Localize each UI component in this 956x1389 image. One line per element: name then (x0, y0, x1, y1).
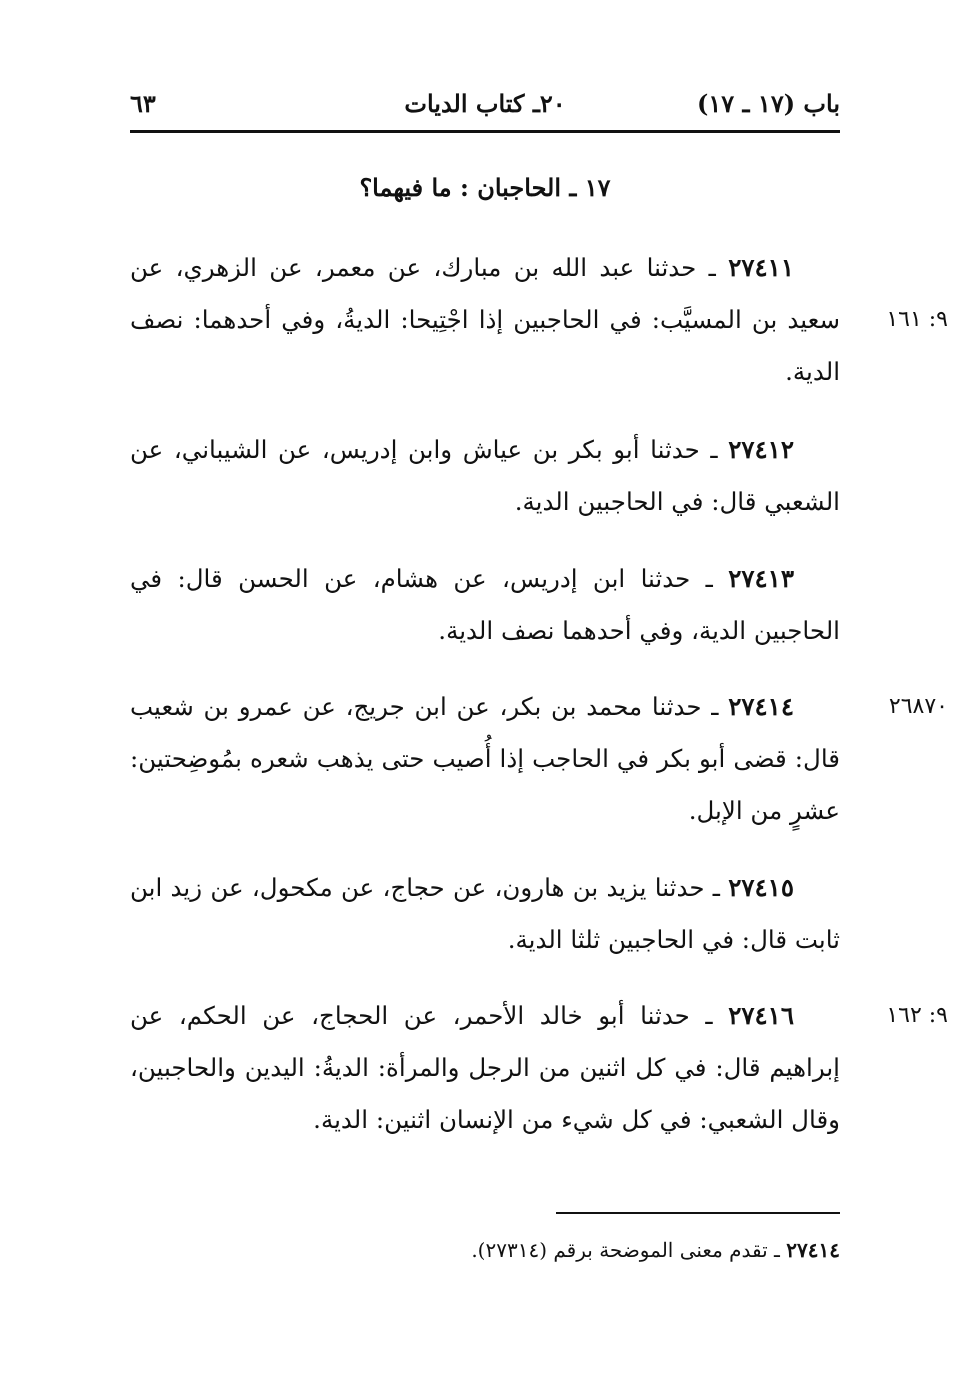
chapter-title: ١٧ ـ الحاجبان : ما فيهما؟ (359, 173, 611, 202)
hadith-number: ٢٧٤١٦ (728, 1001, 794, 1030)
page-number: ٦٣ (130, 89, 156, 118)
hadith-paragraph (130, 553, 840, 657)
footnote-text: ـ تقدم معنى الموضحة برقم (٢٧٣١٤). (471, 1238, 780, 1262)
margin-reference: ٩: ١٦١ (886, 307, 948, 332)
hadith-text: ـ حدثنا عبد الله بن مبارك، عن معمر، عن الزهري، عن سعيد بن المسيَّب: في الحاجبين إذا اجْتِيحا: الديةُ، وفي أحدهما: نصف الدية. (130, 253, 840, 386)
hadith-text: ـ حدثنا أبو خالد الأحمر، عن الحجاج، عن الحكم، عن إبراهيم قال: في كل اثنين من الرجل والمرأة: الديةُ: اليدين والحاجبين، وقال الشعبي: في كل شيء من الإنسان اثنين: الدية. (130, 1001, 840, 1134)
running-header (130, 84, 840, 124)
hadith-text: ـ حدثنا يزيد بن هارون، عن حجاج، عن مكحول، عن زيد ابن ثابت قال: في الحاجبين ثلثا الدية. (130, 873, 840, 954)
hadith-paragraph (130, 681, 840, 837)
hadith-text: ـ حدثنا أبو بكر بن عياش وابن إدريس، عن الشيباني، عن الشعبي قال: في الحاجبين الدية. (130, 435, 840, 516)
hadith-number: ٢٧٤١٤ (728, 692, 794, 721)
footnote-rule (556, 1212, 840, 1214)
hadith-paragraph (130, 990, 840, 1146)
margin-reference: ٢٦٨٧٠ (888, 694, 948, 719)
hadith-text: ـ حدثنا محمد بن بكر، عن ابن جريج، عن عمرو بن شعيب قال: قضى أبو بكر في الحاجب إذا أُصيب حتى يذهب شعره بمُوضِحتين: عشرٍ من الإبل. (130, 692, 840, 825)
hadith-text: ـ حدثنا ابن إدريس، عن هشام، عن الحسن قال: في الحاجبين الدية، وفي أحدهما نصف الدية. (130, 564, 840, 645)
footnote-number: ٢٧٤١٤ (786, 1238, 840, 1262)
header-book-title: ٢٠ـ كتاب الديات (404, 89, 566, 118)
hadith-paragraph (130, 242, 840, 398)
margin-reference: ٩: ١٦٢ (886, 1003, 948, 1028)
header-rule (130, 130, 840, 133)
footnote (130, 1230, 840, 1270)
hadith-number: ٢٧٤١٣ (728, 564, 794, 593)
hadith-paragraph (130, 862, 840, 966)
hadith-paragraph (130, 424, 840, 528)
hadith-number: ٢٧٤١٥ (728, 873, 794, 902)
header-section: باب (١٧ ـ ١٧) (697, 89, 840, 118)
hadith-number: ٢٧٤١٢ (728, 435, 794, 464)
hadith-number: ٢٧٤١١ (728, 253, 794, 282)
